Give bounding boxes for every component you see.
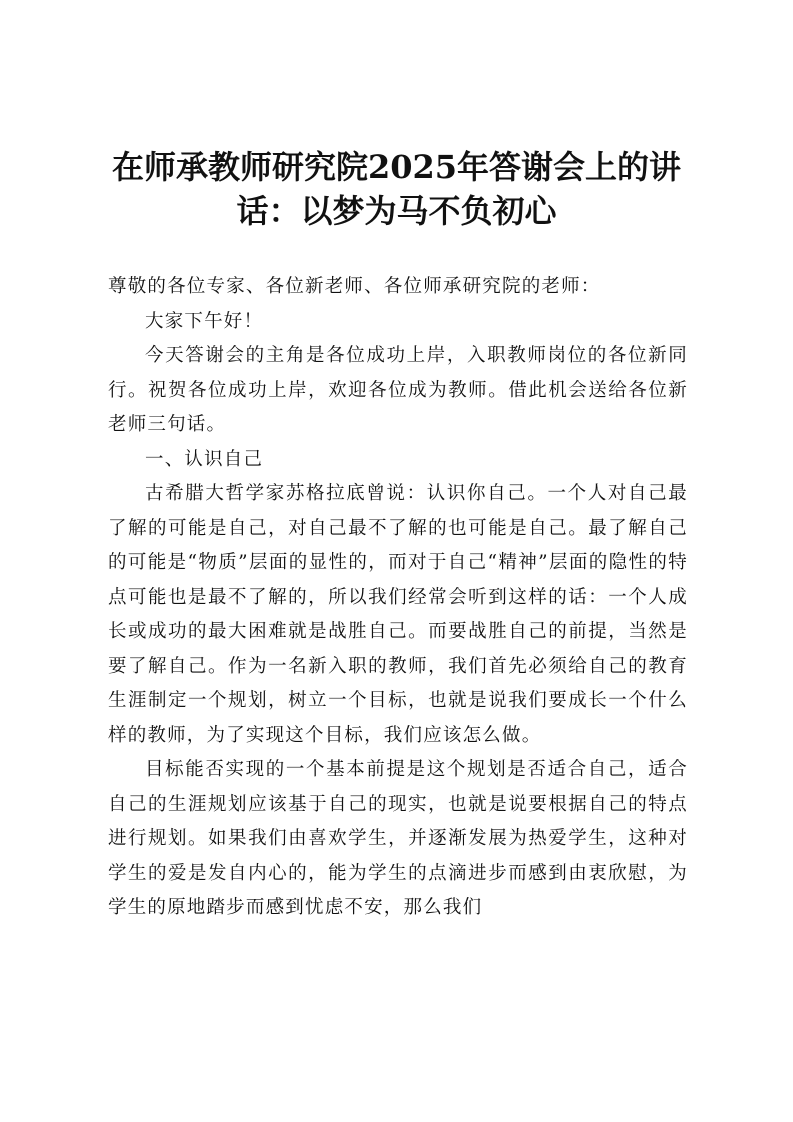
section-heading: 一、认识自己 <box>145 448 264 470</box>
document-body <box>108 270 688 926</box>
document-title: 在师承教师研究院2025年答谢会上的讲话：以梦为马不负初心 <box>111 148 682 230</box>
paragraph-know-yourself: 古希腊大哲学家苏格拉底曾说：认识你自己。一个人对自己最了解的可能是自己，对自己最不了解的也可能是自己。最了解自己的可能是“物质”层面的显性的，而对于自己“精神”层面的隐性的特点可能也是最不了解的，所以我们经常会听到这样的话：一个人成长或成功的最大困难就是战胜自己。而要战胜自己的前提，当然是要了解自己。作为一名新入职的教师，我们首先必须给自己的教育生涯制定一个规划，树立一个目标，也就是说我们要成长一个什么样的教师，为了实现这个目标，我们应该怎么做。 <box>108 483 688 746</box>
paragraph-goal: 目标能否实现的一个基本前提是这个规划是否适合自己，适合自己的生涯规划应该基于自己的现实，也就是说要根据自己的特点进行规划。如果我们由喜欢学生，并逐渐发展为热爱学生，这种对学生的爱是发自内心的，能为学生的点滴进步而感到由衷欣慰，为学生的原地踏步而感到忧虑不安，那么我们 <box>108 759 688 918</box>
paragraph-intro: 今天答谢会的主角是各位成功上岸，入职教师岗位的各位新同行。祝贺各位成功上岸，欢迎各位成为教师。借此机会送给各位新老师三句话。 <box>108 345 688 435</box>
salutation: 尊敬的各位专家、各位新老师、各位师承研究院的老师： <box>108 276 601 297</box>
greeting: 大家下午好！ <box>145 310 264 332</box>
